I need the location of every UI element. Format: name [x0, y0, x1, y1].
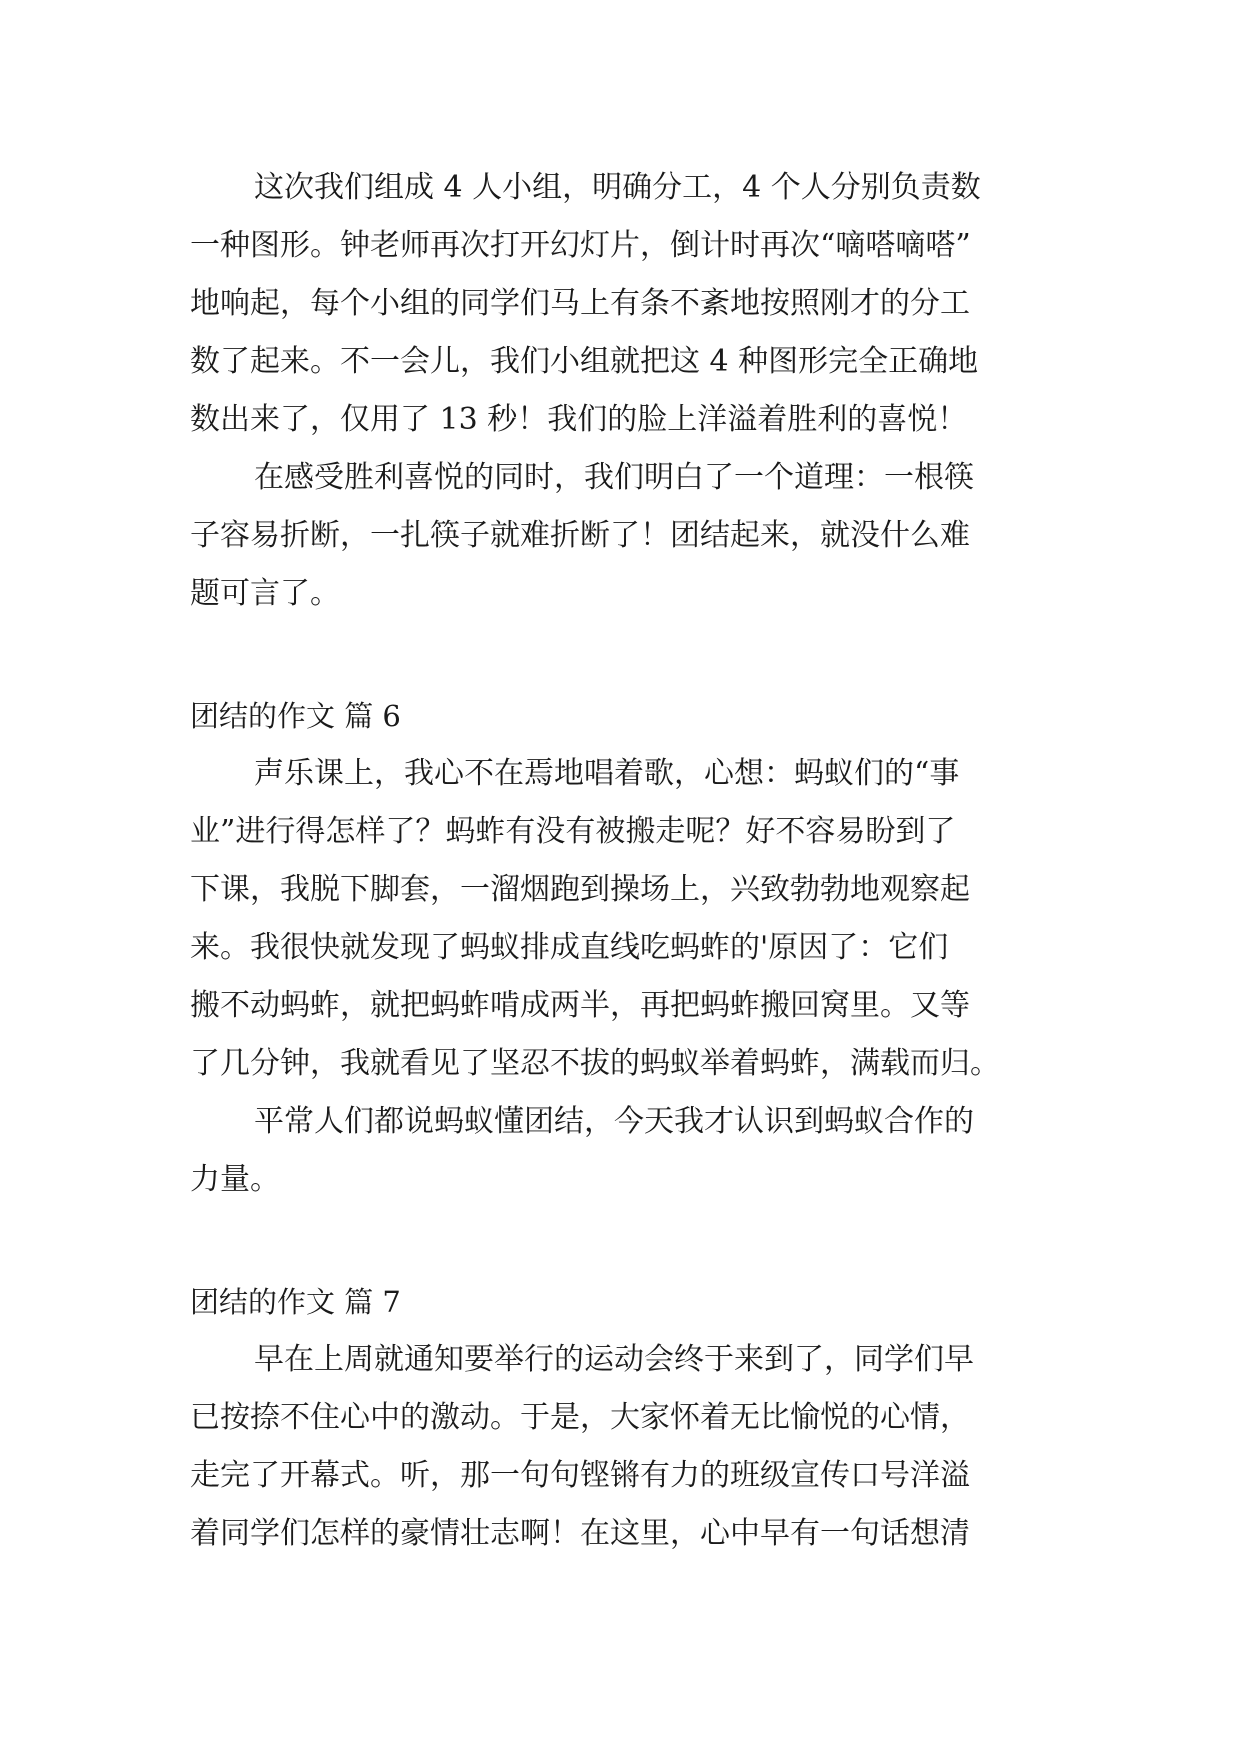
paragraph-line: 地响起，每个小组的同学们马上有条不紊地按照刚才的分工	[190, 286, 970, 321]
paragraph-line: 数出来了，仅用了 13 秒！我们的脸上洋溢着胜利的喜悦！	[190, 402, 968, 437]
paragraph-line: 在感受胜利喜悦的同时，我们明白了一个道理：一根筷	[254, 460, 974, 495]
paragraph-line: 子容易折断，一扎筷子就难折断了！团结起来，就没什么难	[190, 518, 970, 553]
paragraph-line: 着同学们怎样的豪情壮志啊！在这里，心中早有一句话想清	[190, 1516, 970, 1551]
paragraph-line: 搬不动蚂蚱，就把蚂蚱啃成两半，再把蚂蚱搬回窝里。又等	[190, 988, 970, 1023]
paragraph-line: 走完了开幕式。听，那一句句铿锵有力的班级宣传口号洋溢	[190, 1458, 970, 1493]
paragraph-line: 来。我很快就发现了蚂蚁排成直线吃蚂蚱的'原因了：它们	[190, 930, 949, 965]
paragraph-line: 了几分钟，我就看见了坚忍不拔的蚂蚁举着蚂蚱，满载而归。	[190, 1046, 1000, 1081]
paragraph-line: 下课，我脱下脚套，一溜烟跑到操场上，兴致勃勃地观察起	[190, 872, 970, 907]
paragraph-line: 一种图形。钟老师再次打开幻灯片，倒计时再次“嘀嗒嘀嗒”	[190, 228, 971, 263]
paragraph-line: 业”进行得怎样了？蚂蚱有没有被搬走呢？好不容易盼到了	[190, 814, 956, 849]
paragraph-line: 力量。	[190, 1162, 280, 1197]
section-title: 团结的作文 篇 7	[190, 1285, 401, 1319]
paragraph-line: 声乐课上，我心不在焉地唱着歌，心想：蚂蚁们的“事	[254, 756, 960, 791]
section-title: 团结的作文 篇 6	[190, 699, 401, 733]
paragraph-line: 早在上周就通知要举行的运动会终于来到了，同学们早	[254, 1342, 974, 1377]
paragraph-line: 数了起来。不一会儿，我们小组就把这 4 种图形完全正确地	[190, 344, 979, 379]
paragraph-line: 已按捺不住心中的激动。于是，大家怀着无比愉悦的心情，	[190, 1400, 970, 1435]
paragraph-line: 平常人们都说蚂蚁懂团结，今天我才认识到蚂蚁合作的	[254, 1104, 974, 1139]
paragraph-line: 这次我们组成 4 人小组，明确分工，4 个人分别负责数	[254, 170, 981, 205]
paragraph-line: 题可言了。	[190, 576, 340, 611]
